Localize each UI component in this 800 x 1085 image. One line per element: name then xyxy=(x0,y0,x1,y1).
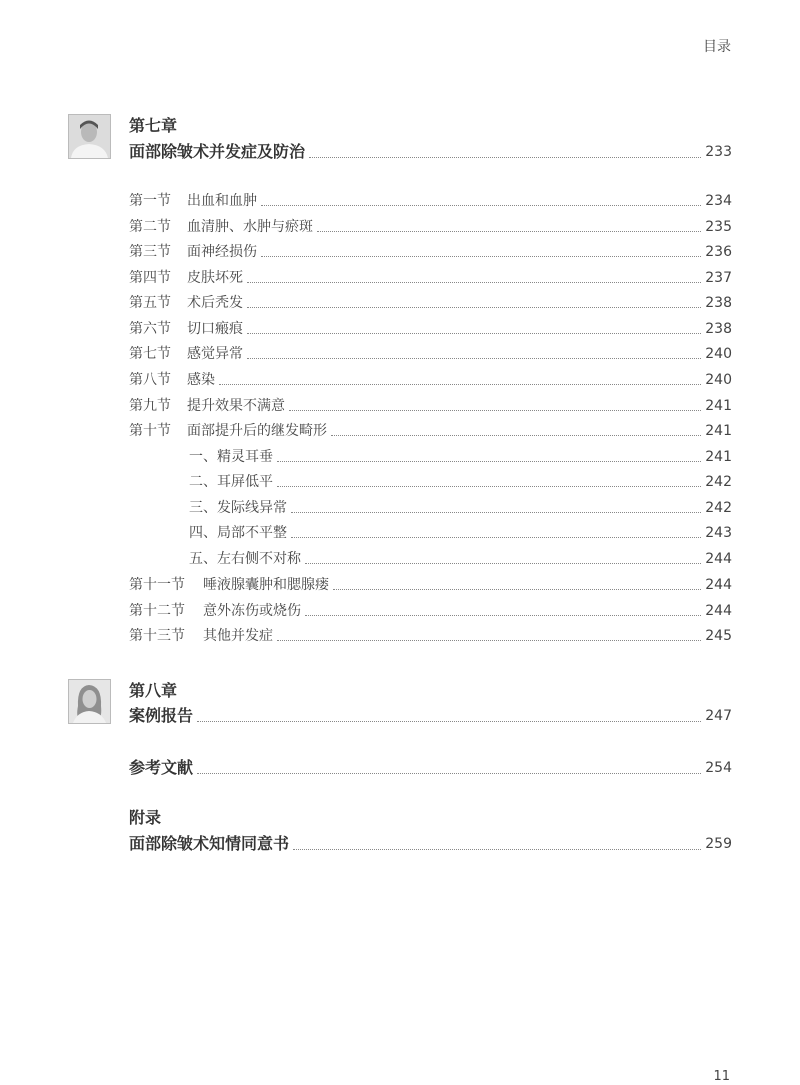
section-page: 237 xyxy=(705,270,732,286)
toc-entry-section[interactable] xyxy=(129,396,732,416)
chapter7-label: 第七章 xyxy=(129,116,178,135)
chapter8-label: 第八章 xyxy=(129,681,178,700)
dot-leader xyxy=(305,615,701,616)
dot-leader xyxy=(309,157,701,158)
subsection-page: 243 xyxy=(705,525,732,541)
dot-leader xyxy=(219,384,701,385)
appendix-title: 面部除皱术知情同意书 xyxy=(129,834,290,853)
section-number: 第九节 xyxy=(129,398,171,414)
section-title: 面神经损伤 xyxy=(187,244,257,260)
section-number: 第十节 xyxy=(129,423,171,439)
toc-entry-appendix[interactable] xyxy=(129,833,732,855)
chapter8-page: 247 xyxy=(705,708,732,724)
subsection-title: 二、耳屏低平 xyxy=(189,474,273,490)
toc-entry-chapter8[interactable] xyxy=(129,705,732,727)
dot-leader xyxy=(261,205,701,206)
author-photo-chapter8 xyxy=(68,679,111,724)
section-number: 第十三节 xyxy=(129,628,185,644)
dot-leader xyxy=(277,461,701,462)
subsection-page: 244 xyxy=(705,551,732,567)
running-head: 目录 xyxy=(703,39,731,55)
section-number: 第十二节 xyxy=(129,603,185,619)
toc-entry-references[interactable] xyxy=(129,757,732,779)
toc-entry-section[interactable] xyxy=(129,575,732,595)
section-page: 241 xyxy=(705,423,732,439)
subsection-page: 242 xyxy=(705,500,732,516)
section-page: 238 xyxy=(705,321,732,337)
references-title: 参考文献 xyxy=(129,758,194,777)
section-page: 235 xyxy=(705,219,732,235)
section-page: 240 xyxy=(705,372,732,388)
toc-entry-section[interactable] xyxy=(129,344,732,364)
references-page: 254 xyxy=(705,760,732,776)
dot-leader xyxy=(317,231,701,232)
toc-entry-section[interactable] xyxy=(129,217,732,237)
section-page: 240 xyxy=(705,346,732,362)
section-title: 皮肤坏死 xyxy=(187,270,243,286)
section-title: 其他并发症 xyxy=(203,628,273,644)
section-page: 234 xyxy=(705,193,732,209)
toc-entry-section[interactable] xyxy=(129,626,732,646)
section-number: 第五节 xyxy=(129,295,171,311)
dot-leader xyxy=(331,435,701,436)
toc-entry-section[interactable] xyxy=(129,191,732,211)
dot-leader xyxy=(247,358,701,359)
section-page: 236 xyxy=(705,244,732,260)
toc-entry-subsection[interactable] xyxy=(189,447,732,467)
section-title: 感觉异常 xyxy=(187,346,243,362)
section-number: 第二节 xyxy=(129,219,171,235)
section-title: 意外冻伤或烧伤 xyxy=(203,603,301,619)
section-number: 第十一节 xyxy=(129,577,185,593)
dot-leader xyxy=(197,773,701,774)
subsection-page: 241 xyxy=(705,449,732,465)
section-title: 血清肿、水肿与瘀斑 xyxy=(187,219,313,235)
appendix-page: 259 xyxy=(705,836,732,852)
subsection-title: 四、局部不平整 xyxy=(189,525,287,541)
section-number: 第六节 xyxy=(129,321,171,337)
section-page: 238 xyxy=(705,295,732,311)
author-photo-chapter7 xyxy=(68,114,111,159)
section-page: 244 xyxy=(705,577,732,593)
dot-leader xyxy=(289,410,701,411)
section-number: 第八节 xyxy=(129,372,171,388)
section-title: 术后秃发 xyxy=(187,295,243,311)
toc-entry-section[interactable] xyxy=(129,268,732,288)
subsection-title: 一、精灵耳垂 xyxy=(189,449,273,465)
section-number: 第七节 xyxy=(129,346,171,362)
toc-entry-section[interactable] xyxy=(129,601,732,621)
dot-leader xyxy=(291,512,701,513)
section-title: 唾液腺囊肿和腮腺瘘 xyxy=(203,577,329,593)
subsection-title: 五、左右侧不对称 xyxy=(189,551,301,567)
dot-leader xyxy=(197,721,701,722)
section-title: 出血和血肿 xyxy=(187,193,257,209)
dot-leader xyxy=(291,537,701,538)
section-page: 241 xyxy=(705,398,732,414)
dot-leader xyxy=(277,640,701,641)
toc-entry-section[interactable] xyxy=(129,319,732,339)
section-number: 第四节 xyxy=(129,270,171,286)
chapter7-page: 233 xyxy=(705,144,732,160)
toc-entry-subsection[interactable] xyxy=(189,472,732,492)
dot-leader xyxy=(247,307,701,308)
appendix-label: 附录 xyxy=(129,808,162,827)
dot-leader xyxy=(247,282,701,283)
section-number: 第一节 xyxy=(129,193,171,209)
section-number: 第三节 xyxy=(129,244,171,260)
toc-entry-section[interactable] xyxy=(129,293,732,313)
toc-entry-subsection[interactable] xyxy=(189,523,732,543)
toc-entry-subsection[interactable] xyxy=(189,498,732,518)
toc-entry-section[interactable] xyxy=(129,242,732,262)
dot-leader xyxy=(261,256,701,257)
section-title: 感染 xyxy=(187,372,215,388)
chapter7-title: 面部除皱术并发症及防治 xyxy=(129,142,306,161)
page-number: 11 xyxy=(713,1069,730,1084)
toc-entry-section[interactable] xyxy=(129,421,732,441)
section-page: 245 xyxy=(705,628,732,644)
dot-leader xyxy=(293,849,701,850)
dot-leader xyxy=(247,333,701,334)
section-title: 面部提升后的继发畸形 xyxy=(187,423,327,439)
dot-leader xyxy=(333,589,701,590)
toc-entry-section[interactable] xyxy=(129,370,732,390)
section-title: 提升效果不满意 xyxy=(187,398,285,414)
toc-entry-chapter7[interactable] xyxy=(129,141,732,163)
section-title: 切口瘢痕 xyxy=(187,321,243,337)
toc-entry-subsection[interactable] xyxy=(189,549,732,569)
subsection-title: 三、发际线异常 xyxy=(189,500,287,516)
dot-leader xyxy=(305,563,701,564)
section-page: 244 xyxy=(705,603,732,619)
subsection-page: 242 xyxy=(705,474,732,490)
dot-leader xyxy=(277,486,701,487)
chapter8-title: 案例报告 xyxy=(129,706,194,725)
